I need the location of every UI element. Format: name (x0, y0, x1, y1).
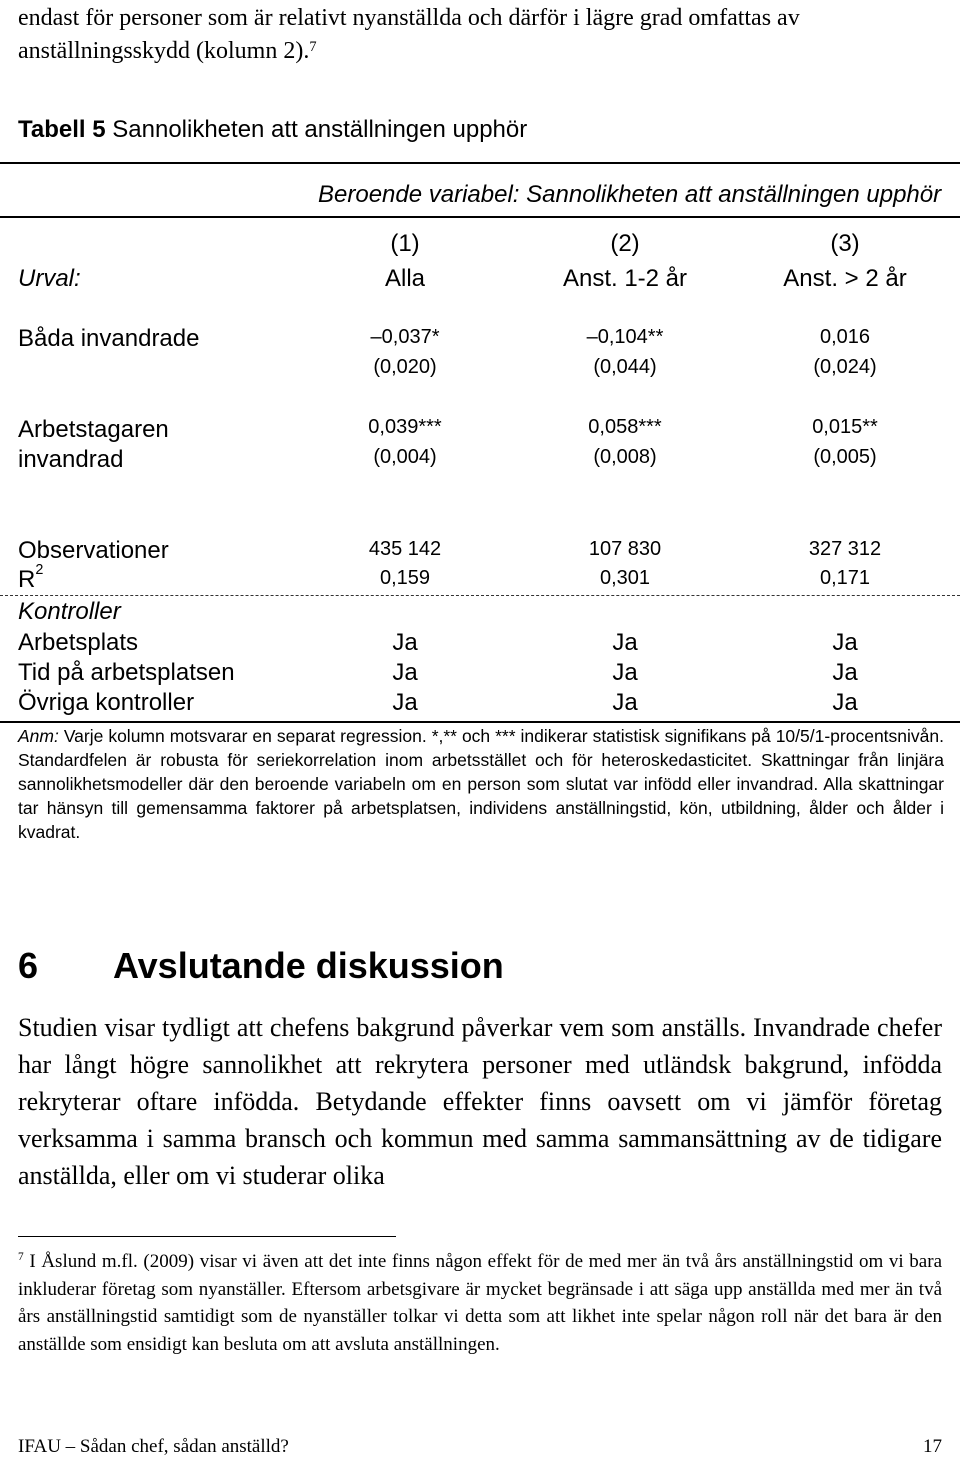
se-cell: (0,008) (593, 446, 657, 468)
control-value: Ja (392, 629, 418, 656)
intro-text: endast för personer som är relativt nyanställda och därför i lägre grad omfattas av anställningsskydd (kolumn 2). (18, 5, 800, 64)
table-note-text: Varje kolumn motsvarar en separat regression. *,** och *** indikerar statistisk signifikans på 10/5/1-procentsnivån. Standardfelen är robusta för seriekorrelation inom arbetsstället och för heteroskedasticitet. Skattningar från linjära sannolikhetsmodeller där den beroende variabeln om en person som slutat var infödd eller invandrad. Alla skattningar tar hänsyn till gemensamma faktorer på arbetsplatsen, individens anställningstid, kön, utbildning, ålder och ålder i kvadrat. (18, 726, 944, 842)
section-body: Studien visar tydligt att chefens bakgrund påverkar vem som anställs. Invandrade chefer har långt högre sannolikhet att rekrytera personer med utländsk bakgrund, infödda rekryterar oftare infödda. Betydande effekter finns oavsett om vi jämför företag verksamma i samma bransch och kommun med samma sammansättning av de tidigare anställda, eller om vi studerar olika (18, 1013, 942, 1190)
footnote-ref: 7 (309, 39, 317, 55)
observations-label: Observationer (18, 537, 169, 564)
coef-cell: 0,039*** (368, 416, 442, 438)
table-title-number: Tabell 5 (18, 116, 106, 143)
control-value: Ja (392, 659, 418, 686)
section-number: 6 (18, 945, 39, 986)
table-bottom-rule (0, 721, 960, 723)
page-number: 17 (923, 1436, 942, 1457)
section-title: Avslutande diskussion (113, 945, 504, 986)
footnote (18, 1248, 942, 1358)
section-heading (18, 945, 504, 987)
table-dashed-rule (0, 595, 960, 596)
r-squared-value: 0,301 (599, 567, 651, 589)
table-note-label: Anm: (18, 726, 59, 746)
observations-value: 435 142 (368, 538, 442, 560)
r-squared-value: 0,159 (379, 567, 431, 589)
sample-2: Anst. 1-2 år (562, 265, 688, 292)
control-label-other: Övriga kontroller (18, 689, 195, 716)
control-value: Ja (612, 629, 638, 656)
coef-cell: 0,015** (812, 416, 878, 438)
control-value: Ja (392, 689, 418, 716)
control-label-workplace: Arbetsplats (18, 629, 139, 656)
column-number-3: (3) (830, 230, 860, 257)
column-number-1: (1) (390, 230, 420, 257)
r-squared-sup: 2 (35, 562, 44, 578)
se-cell: (0,004) (373, 446, 437, 468)
footnote-mark: 7 (18, 1251, 24, 1263)
coef-cell: –0,104** (586, 326, 664, 348)
column-number-2: (2) (610, 230, 640, 257)
observations-value: 327 312 (808, 538, 882, 560)
footer-title: IFAU – Sådan chef, sådan anställd? (18, 1436, 289, 1457)
r-squared-value: 0,171 (819, 567, 871, 589)
row-label-both-immigrants: Båda invandrade (18, 325, 200, 352)
sample-3: Anst. > 2 år (783, 265, 907, 292)
coef-cell: 0,016 (819, 326, 871, 348)
table-top-rule (0, 162, 960, 164)
se-cell: (0,044) (593, 356, 657, 378)
observations-value: 107 830 (588, 538, 662, 560)
control-value: Ja (832, 689, 858, 716)
r-squared-symbol: R (18, 566, 36, 593)
sample-1: Alla (384, 265, 426, 292)
header-rule (0, 216, 960, 218)
control-label-tenure: Tid på arbetsplatsen (18, 659, 235, 686)
intro-paragraph (18, 2, 948, 68)
controls-heading: Kontroller (18, 598, 121, 625)
coef-cell: –0,037* (370, 326, 440, 348)
dependent-variable-label: Beroende variabel: Sannolikheten att anställningen upphör (318, 181, 942, 208)
control-value: Ja (612, 689, 638, 716)
footnote-rule (18, 1236, 396, 1237)
table-title (18, 116, 527, 144)
control-value: Ja (612, 659, 638, 686)
row-label-worker-immigrant-line2: invandrad (18, 446, 124, 473)
sample-label: Urval: (18, 265, 81, 292)
se-cell: (0,024) (813, 356, 877, 378)
coef-cell: 0,058*** (588, 416, 662, 438)
control-value: Ja (832, 629, 858, 656)
se-cell: (0,005) (813, 446, 877, 468)
control-value: Ja (832, 659, 858, 686)
r-squared-label (18, 562, 44, 594)
footnote-text: I Åslund m.fl. (2009) visar vi även att det inte finns någon effekt för de med mer än två års anställningstid om vi bara inkluderar företag som nyanställer. Eftersom arbetsgivare är mycket begränsade i att säga upp anställda med mer än två års anställningstid samtidigt som de nyanställer tolkar vi detta som att likhet inte spelar någon roll när det bara är den anställde som ensidigt kan besluta om att avsluta anställningen. (18, 1251, 942, 1355)
table-title-text: Sannolikheten att anställningen upphör (105, 116, 528, 143)
table-note (18, 724, 944, 844)
se-cell: (0,020) (373, 356, 437, 378)
row-label-worker-immigrant-line1: Arbetstagaren (18, 416, 169, 443)
